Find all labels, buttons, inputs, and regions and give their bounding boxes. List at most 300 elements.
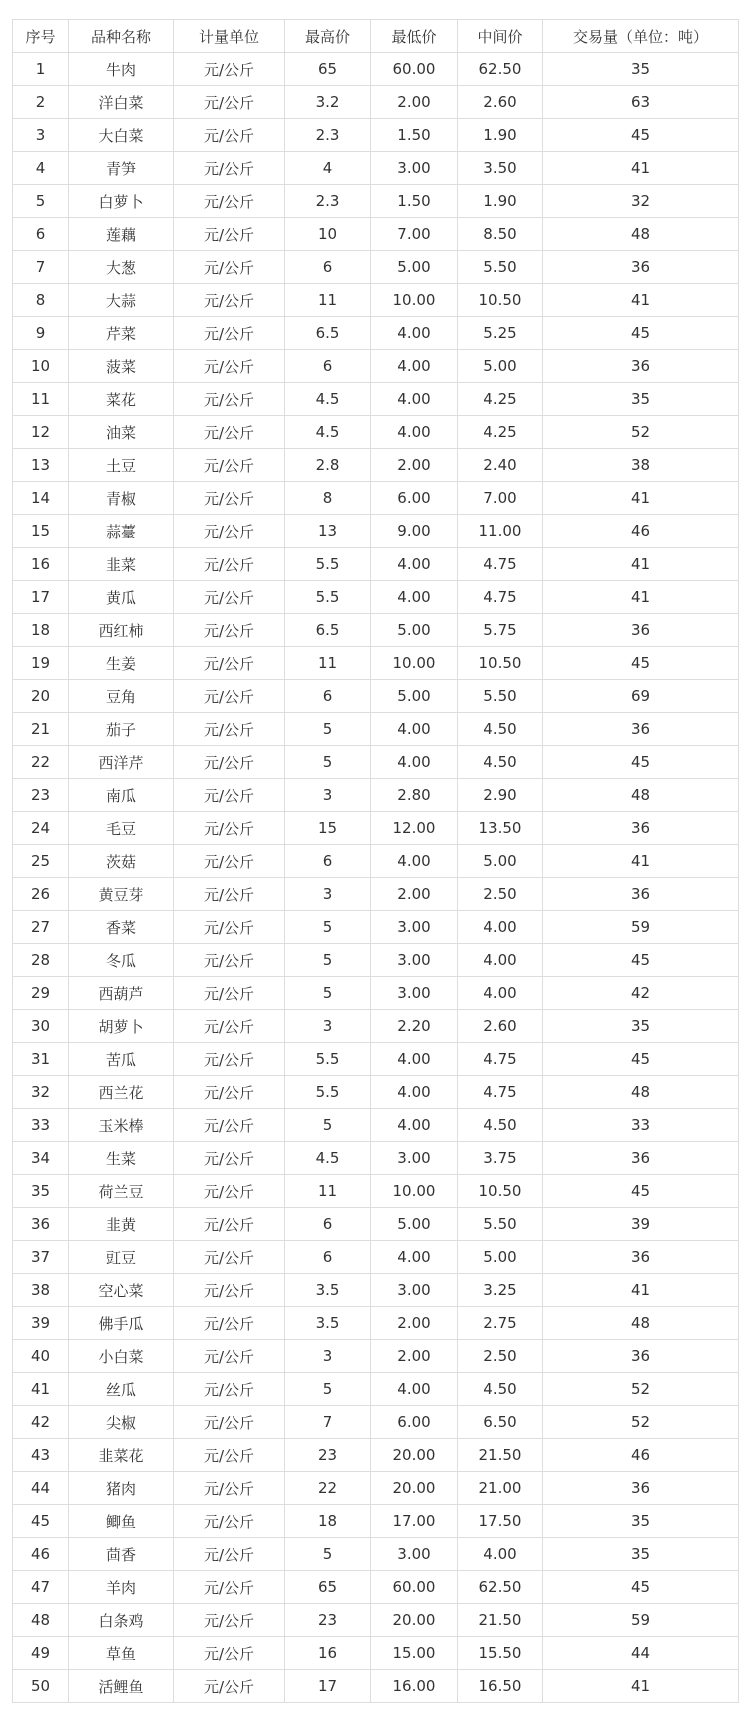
cell-variety-name: 黄瓜 — [69, 581, 174, 614]
cell-mid-price: 5.50 — [458, 1208, 543, 1241]
cell-min-price: 2.00 — [371, 1340, 458, 1373]
cell-trade-volume: 45 — [543, 647, 739, 680]
cell-serial-number: 43 — [13, 1439, 69, 1472]
table-row — [13, 350, 739, 383]
table-row — [13, 1274, 739, 1307]
cell-variety-name: 茨菇 — [69, 845, 174, 878]
cell-unit: 元/公斤 — [174, 1175, 285, 1208]
cell-variety-name: 毛豆 — [69, 812, 174, 845]
cell-max-price: 8 — [285, 482, 371, 515]
cell-trade-volume: 39 — [543, 1208, 739, 1241]
table-row — [13, 1439, 739, 1472]
cell-min-price: 60.00 — [371, 53, 458, 86]
cell-max-price: 13 — [285, 515, 371, 548]
table-row — [13, 1406, 739, 1439]
cell-trade-volume: 46 — [543, 1439, 739, 1472]
cell-trade-volume: 59 — [543, 911, 739, 944]
cell-min-price: 3.00 — [371, 152, 458, 185]
cell-serial-number: 44 — [13, 1472, 69, 1505]
cell-trade-volume: 41 — [543, 1670, 739, 1703]
cell-max-price: 5 — [285, 944, 371, 977]
cell-variety-name: 生菜 — [69, 1142, 174, 1175]
cell-variety-name: 蒜薹 — [69, 515, 174, 548]
header-serial-number: 序号 — [13, 20, 69, 53]
cell-serial-number: 9 — [13, 317, 69, 350]
cell-unit: 元/公斤 — [174, 1010, 285, 1043]
cell-min-price: 10.00 — [371, 1175, 458, 1208]
cell-variety-name: 羊肉 — [69, 1571, 174, 1604]
table-row — [13, 680, 739, 713]
cell-mid-price: 10.50 — [458, 284, 543, 317]
cell-variety-name: 佛手瓜 — [69, 1307, 174, 1340]
cell-max-price: 3.5 — [285, 1307, 371, 1340]
cell-mid-price: 5.00 — [458, 350, 543, 383]
cell-trade-volume: 36 — [543, 1241, 739, 1274]
cell-unit: 元/公斤 — [174, 119, 285, 152]
cell-min-price: 4.00 — [371, 383, 458, 416]
cell-mid-price: 2.90 — [458, 779, 543, 812]
cell-serial-number: 37 — [13, 1241, 69, 1274]
cell-mid-price: 21.50 — [458, 1439, 543, 1472]
cell-serial-number: 22 — [13, 746, 69, 779]
cell-trade-volume: 36 — [543, 812, 739, 845]
cell-min-price: 5.00 — [371, 1208, 458, 1241]
header-mid-price: 中间价 — [458, 20, 543, 53]
cell-mid-price: 1.90 — [458, 119, 543, 152]
cell-max-price: 6 — [285, 680, 371, 713]
cell-variety-name: 荷兰豆 — [69, 1175, 174, 1208]
cell-unit: 元/公斤 — [174, 845, 285, 878]
cell-mid-price: 4.75 — [458, 1076, 543, 1109]
cell-min-price: 5.00 — [371, 614, 458, 647]
cell-mid-price: 17.50 — [458, 1505, 543, 1538]
cell-min-price: 15.00 — [371, 1637, 458, 1670]
header-unit: 计量单位 — [174, 20, 285, 53]
cell-variety-name: 草鱼 — [69, 1637, 174, 1670]
cell-serial-number: 19 — [13, 647, 69, 680]
cell-unit: 元/公斤 — [174, 1307, 285, 1340]
cell-variety-name: 生姜 — [69, 647, 174, 680]
table-row — [13, 614, 739, 647]
cell-max-price: 4 — [285, 152, 371, 185]
cell-variety-name: 豇豆 — [69, 1241, 174, 1274]
cell-unit: 元/公斤 — [174, 416, 285, 449]
cell-mid-price: 4.25 — [458, 416, 543, 449]
table-row — [13, 1109, 739, 1142]
cell-max-price: 3 — [285, 1010, 371, 1043]
cell-trade-volume: 45 — [543, 1175, 739, 1208]
cell-unit: 元/公斤 — [174, 185, 285, 218]
cell-trade-volume: 45 — [543, 944, 739, 977]
cell-variety-name: 冬瓜 — [69, 944, 174, 977]
cell-unit: 元/公斤 — [174, 779, 285, 812]
cell-variety-name: 豆角 — [69, 680, 174, 713]
cell-max-price: 3 — [285, 878, 371, 911]
cell-trade-volume: 41 — [543, 482, 739, 515]
cell-serial-number: 26 — [13, 878, 69, 911]
table-row — [13, 845, 739, 878]
cell-mid-price: 21.00 — [458, 1472, 543, 1505]
cell-min-price: 2.00 — [371, 878, 458, 911]
cell-serial-number: 13 — [13, 449, 69, 482]
cell-max-price: 10 — [285, 218, 371, 251]
cell-variety-name: 西洋芹 — [69, 746, 174, 779]
table-row — [13, 449, 739, 482]
cell-min-price: 20.00 — [371, 1472, 458, 1505]
cell-variety-name: 大葱 — [69, 251, 174, 284]
cell-min-price: 4.00 — [371, 317, 458, 350]
table-row — [13, 1142, 739, 1175]
cell-variety-name: 空心菜 — [69, 1274, 174, 1307]
cell-serial-number: 12 — [13, 416, 69, 449]
cell-max-price: 65 — [285, 53, 371, 86]
cell-mid-price: 10.50 — [458, 647, 543, 680]
cell-serial-number: 14 — [13, 482, 69, 515]
cell-variety-name: 猪肉 — [69, 1472, 174, 1505]
table-row — [13, 1043, 739, 1076]
cell-trade-volume: 41 — [543, 152, 739, 185]
cell-trade-volume: 32 — [543, 185, 739, 218]
cell-variety-name: 白萝卜 — [69, 185, 174, 218]
table-row — [13, 1175, 739, 1208]
cell-serial-number: 48 — [13, 1604, 69, 1637]
cell-serial-number: 31 — [13, 1043, 69, 1076]
cell-min-price: 4.00 — [371, 1241, 458, 1274]
cell-serial-number: 40 — [13, 1340, 69, 1373]
cell-trade-volume: 38 — [543, 449, 739, 482]
cell-max-price: 2.3 — [285, 185, 371, 218]
cell-trade-volume: 48 — [543, 779, 739, 812]
cell-min-price: 4.00 — [371, 746, 458, 779]
cell-min-price: 4.00 — [371, 416, 458, 449]
cell-unit: 元/公斤 — [174, 713, 285, 746]
cell-variety-name: 玉米棒 — [69, 1109, 174, 1142]
cell-max-price: 5 — [285, 1109, 371, 1142]
cell-max-price: 11 — [285, 647, 371, 680]
table-row — [13, 1505, 739, 1538]
cell-unit: 元/公斤 — [174, 1670, 285, 1703]
cell-unit: 元/公斤 — [174, 1208, 285, 1241]
cell-mid-price: 15.50 — [458, 1637, 543, 1670]
cell-unit: 元/公斤 — [174, 647, 285, 680]
cell-trade-volume: 36 — [543, 1142, 739, 1175]
cell-serial-number: 33 — [13, 1109, 69, 1142]
cell-min-price: 4.00 — [371, 1043, 458, 1076]
table-row — [13, 944, 739, 977]
cell-variety-name: 鲫鱼 — [69, 1505, 174, 1538]
cell-unit: 元/公斤 — [174, 812, 285, 845]
cell-unit: 元/公斤 — [174, 317, 285, 350]
cell-trade-volume: 52 — [543, 416, 739, 449]
cell-serial-number: 24 — [13, 812, 69, 845]
cell-min-price: 10.00 — [371, 647, 458, 680]
cell-trade-volume: 41 — [543, 1274, 739, 1307]
cell-trade-volume: 35 — [543, 1538, 739, 1571]
cell-mid-price: 62.50 — [458, 53, 543, 86]
table-row — [13, 317, 739, 350]
cell-mid-price: 3.50 — [458, 152, 543, 185]
cell-serial-number: 38 — [13, 1274, 69, 1307]
cell-unit: 元/公斤 — [174, 1373, 285, 1406]
cell-mid-price: 13.50 — [458, 812, 543, 845]
cell-unit: 元/公斤 — [174, 1406, 285, 1439]
cell-serial-number: 27 — [13, 911, 69, 944]
cell-min-price: 17.00 — [371, 1505, 458, 1538]
cell-variety-name: 菜花 — [69, 383, 174, 416]
cell-mid-price: 3.75 — [458, 1142, 543, 1175]
table-row — [13, 1307, 739, 1340]
cell-trade-volume: 45 — [543, 1571, 739, 1604]
cell-serial-number: 1 — [13, 53, 69, 86]
header-trade-volume: 交易量（单位：吨） — [543, 20, 739, 53]
cell-variety-name: 尖椒 — [69, 1406, 174, 1439]
cell-min-price: 1.50 — [371, 185, 458, 218]
cell-serial-number: 6 — [13, 218, 69, 251]
cell-min-price: 4.00 — [371, 1109, 458, 1142]
cell-variety-name: 茄子 — [69, 713, 174, 746]
cell-max-price: 65 — [285, 1571, 371, 1604]
cell-unit: 元/公斤 — [174, 1472, 285, 1505]
cell-mid-price: 4.75 — [458, 581, 543, 614]
cell-trade-volume: 36 — [543, 1472, 739, 1505]
cell-mid-price: 4.00 — [458, 977, 543, 1010]
cell-max-price: 4.5 — [285, 416, 371, 449]
cell-unit: 元/公斤 — [174, 1604, 285, 1637]
cell-trade-volume: 41 — [543, 284, 739, 317]
cell-serial-number: 36 — [13, 1208, 69, 1241]
cell-unit: 元/公斤 — [174, 251, 285, 284]
cell-min-price: 3.00 — [371, 1538, 458, 1571]
cell-mid-price: 5.00 — [458, 1241, 543, 1274]
cell-min-price: 6.00 — [371, 1406, 458, 1439]
cell-min-price: 2.20 — [371, 1010, 458, 1043]
cell-mid-price: 5.25 — [458, 317, 543, 350]
table-row — [13, 911, 739, 944]
cell-trade-volume: 36 — [543, 350, 739, 383]
cell-mid-price: 4.00 — [458, 1538, 543, 1571]
cell-mid-price: 2.40 — [458, 449, 543, 482]
cell-variety-name: 西葫芦 — [69, 977, 174, 1010]
cell-unit: 元/公斤 — [174, 53, 285, 86]
cell-max-price: 15 — [285, 812, 371, 845]
cell-unit: 元/公斤 — [174, 944, 285, 977]
cell-trade-volume: 45 — [543, 317, 739, 350]
cell-max-price: 6.5 — [285, 614, 371, 647]
cell-serial-number: 35 — [13, 1175, 69, 1208]
cell-serial-number: 41 — [13, 1373, 69, 1406]
cell-trade-volume: 41 — [543, 581, 739, 614]
cell-serial-number: 28 — [13, 944, 69, 977]
table-body — [13, 53, 739, 1703]
cell-variety-name: 大白菜 — [69, 119, 174, 152]
cell-variety-name: 白条鸡 — [69, 1604, 174, 1637]
cell-serial-number: 10 — [13, 350, 69, 383]
cell-serial-number: 16 — [13, 548, 69, 581]
cell-variety-name: 西红柿 — [69, 614, 174, 647]
cell-max-price: 22 — [285, 1472, 371, 1505]
cell-unit: 元/公斤 — [174, 86, 285, 119]
cell-mid-price: 4.75 — [458, 548, 543, 581]
cell-unit: 元/公斤 — [174, 1274, 285, 1307]
table-row — [13, 977, 739, 1010]
cell-mid-price: 2.50 — [458, 878, 543, 911]
cell-variety-name: 西兰花 — [69, 1076, 174, 1109]
cell-variety-name: 青椒 — [69, 482, 174, 515]
cell-unit: 元/公斤 — [174, 284, 285, 317]
cell-serial-number: 34 — [13, 1142, 69, 1175]
cell-max-price: 5 — [285, 746, 371, 779]
cell-trade-volume: 45 — [543, 1043, 739, 1076]
table-row — [13, 53, 739, 86]
cell-variety-name: 莲藕 — [69, 218, 174, 251]
cell-unit: 元/公斤 — [174, 1076, 285, 1109]
cell-max-price: 4.5 — [285, 383, 371, 416]
cell-serial-number: 11 — [13, 383, 69, 416]
cell-trade-volume: 45 — [543, 746, 739, 779]
cell-max-price: 11 — [285, 1175, 371, 1208]
cell-trade-volume: 59 — [543, 1604, 739, 1637]
cell-trade-volume: 35 — [543, 1505, 739, 1538]
cell-serial-number: 39 — [13, 1307, 69, 1340]
cell-mid-price: 4.75 — [458, 1043, 543, 1076]
cell-serial-number: 18 — [13, 614, 69, 647]
cell-max-price: 3 — [285, 779, 371, 812]
cell-min-price: 4.00 — [371, 1076, 458, 1109]
table-row — [13, 482, 739, 515]
cell-variety-name: 苦瓜 — [69, 1043, 174, 1076]
cell-min-price: 9.00 — [371, 515, 458, 548]
cell-min-price: 3.00 — [371, 977, 458, 1010]
cell-mid-price: 62.50 — [458, 1571, 543, 1604]
cell-max-price: 18 — [285, 1505, 371, 1538]
cell-variety-name: 黄豆芽 — [69, 878, 174, 911]
cell-unit: 元/公斤 — [174, 1637, 285, 1670]
cell-mid-price: 7.00 — [458, 482, 543, 515]
table-row — [13, 1637, 739, 1670]
cell-serial-number: 29 — [13, 977, 69, 1010]
table-row — [13, 1538, 739, 1571]
table-row — [13, 1076, 739, 1109]
table-row — [13, 1340, 739, 1373]
cell-unit: 元/公斤 — [174, 614, 285, 647]
cell-max-price: 5 — [285, 713, 371, 746]
cell-trade-volume: 36 — [543, 251, 739, 284]
cell-trade-volume: 36 — [543, 713, 739, 746]
cell-max-price: 7 — [285, 1406, 371, 1439]
table-row — [13, 1670, 739, 1703]
cell-variety-name: 胡萝卜 — [69, 1010, 174, 1043]
cell-trade-volume: 33 — [543, 1109, 739, 1142]
cell-mid-price: 21.50 — [458, 1604, 543, 1637]
cell-unit: 元/公斤 — [174, 482, 285, 515]
table-row — [13, 1010, 739, 1043]
table-row — [13, 779, 739, 812]
cell-min-price: 3.00 — [371, 911, 458, 944]
cell-serial-number: 2 — [13, 86, 69, 119]
table-row — [13, 284, 739, 317]
cell-trade-volume: 41 — [543, 548, 739, 581]
cell-mid-price: 4.50 — [458, 1109, 543, 1142]
cell-variety-name: 韭菜 — [69, 548, 174, 581]
cell-variety-name: 茴香 — [69, 1538, 174, 1571]
cell-min-price: 2.80 — [371, 779, 458, 812]
cell-serial-number: 30 — [13, 1010, 69, 1043]
cell-unit: 元/公斤 — [174, 1109, 285, 1142]
cell-serial-number: 32 — [13, 1076, 69, 1109]
cell-trade-volume: 36 — [543, 614, 739, 647]
cell-unit: 元/公斤 — [174, 1505, 285, 1538]
cell-variety-name: 大蒜 — [69, 284, 174, 317]
cell-max-price: 11 — [285, 284, 371, 317]
cell-trade-volume: 41 — [543, 845, 739, 878]
cell-min-price: 4.00 — [371, 713, 458, 746]
cell-max-price: 2.8 — [285, 449, 371, 482]
cell-trade-volume: 46 — [543, 515, 739, 548]
cell-serial-number: 42 — [13, 1406, 69, 1439]
cell-unit: 元/公斤 — [174, 383, 285, 416]
cell-max-price: 6 — [285, 350, 371, 383]
cell-trade-volume: 36 — [543, 878, 739, 911]
cell-unit: 元/公斤 — [174, 1241, 285, 1274]
cell-variety-name: 菠菜 — [69, 350, 174, 383]
cell-variety-name: 丝瓜 — [69, 1373, 174, 1406]
cell-max-price: 5 — [285, 911, 371, 944]
cell-unit: 元/公斤 — [174, 1571, 285, 1604]
cell-max-price: 6.5 — [285, 317, 371, 350]
cell-max-price: 4.5 — [285, 1142, 371, 1175]
cell-unit: 元/公斤 — [174, 350, 285, 383]
cell-unit: 元/公斤 — [174, 515, 285, 548]
cell-mid-price: 4.00 — [458, 911, 543, 944]
cell-trade-volume: 45 — [543, 119, 739, 152]
cell-mid-price: 5.50 — [458, 680, 543, 713]
cell-trade-volume: 36 — [543, 1340, 739, 1373]
cell-unit: 元/公斤 — [174, 581, 285, 614]
cell-max-price: 6 — [285, 1208, 371, 1241]
table-row — [13, 383, 739, 416]
cell-mid-price: 5.00 — [458, 845, 543, 878]
cell-min-price: 6.00 — [371, 482, 458, 515]
cell-trade-volume: 52 — [543, 1373, 739, 1406]
cell-min-price: 4.00 — [371, 845, 458, 878]
cell-serial-number: 21 — [13, 713, 69, 746]
cell-variety-name: 韭黄 — [69, 1208, 174, 1241]
cell-min-price: 7.00 — [371, 218, 458, 251]
cell-max-price: 6 — [285, 845, 371, 878]
cell-min-price: 5.00 — [371, 251, 458, 284]
cell-serial-number: 45 — [13, 1505, 69, 1538]
table-row — [13, 812, 739, 845]
table-row — [13, 251, 739, 284]
header-variety-name: 品种名称 — [69, 20, 174, 53]
cell-max-price: 5 — [285, 1373, 371, 1406]
cell-mid-price: 3.25 — [458, 1274, 543, 1307]
cell-min-price: 20.00 — [371, 1604, 458, 1637]
cell-max-price: 5 — [285, 1538, 371, 1571]
cell-max-price: 6 — [285, 251, 371, 284]
cell-unit: 元/公斤 — [174, 218, 285, 251]
cell-mid-price: 16.50 — [458, 1670, 543, 1703]
cell-max-price: 5.5 — [285, 548, 371, 581]
cell-max-price: 5.5 — [285, 1043, 371, 1076]
table-row — [13, 1604, 739, 1637]
cell-min-price: 1.50 — [371, 119, 458, 152]
cell-max-price: 6 — [285, 1241, 371, 1274]
cell-trade-volume: 35 — [543, 53, 739, 86]
table-row — [13, 1208, 739, 1241]
cell-unit: 元/公斤 — [174, 548, 285, 581]
cell-min-price: 10.00 — [371, 284, 458, 317]
